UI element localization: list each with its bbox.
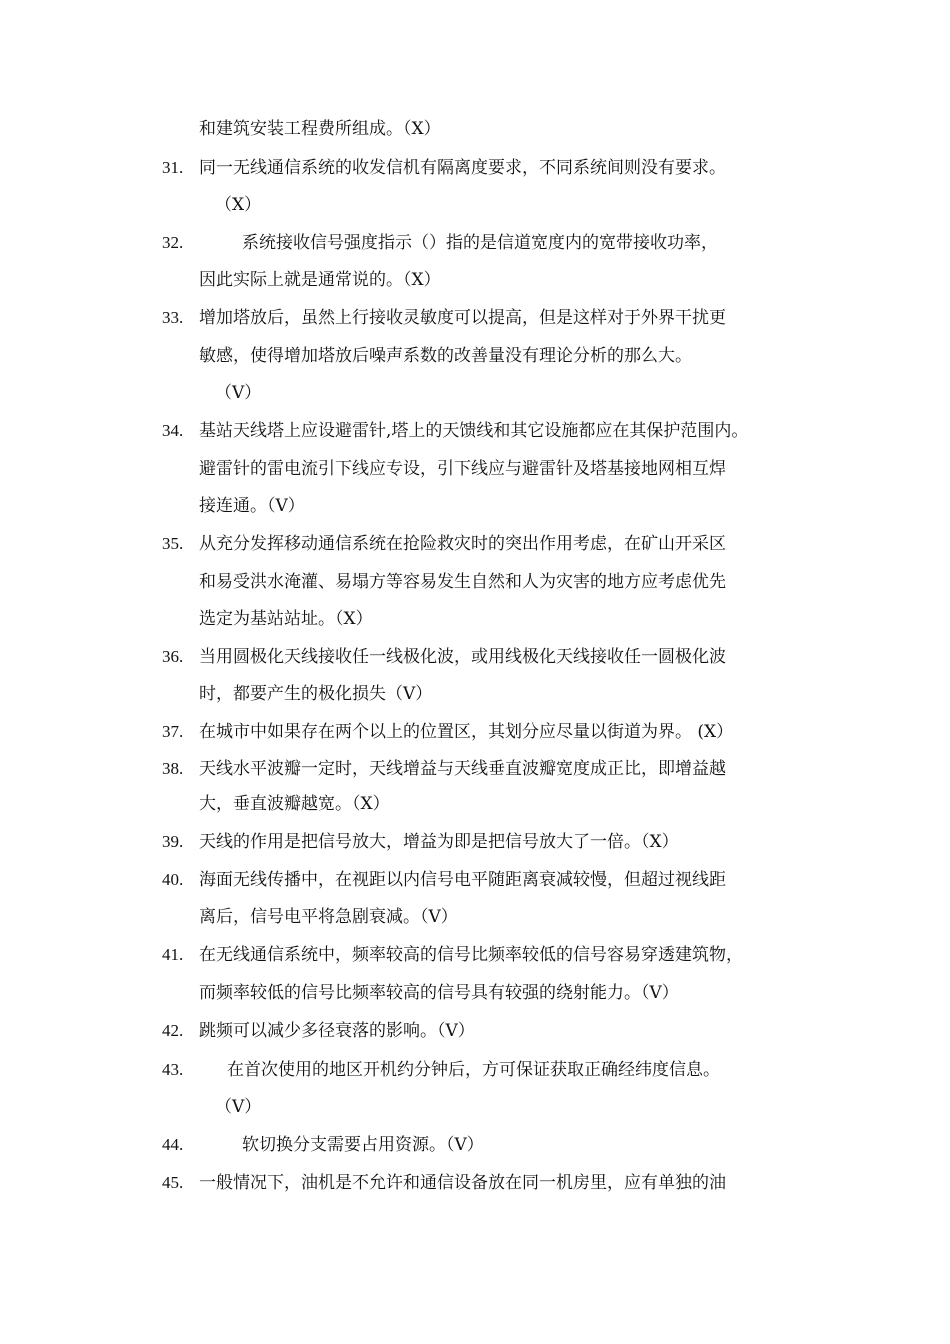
item-44-line-1: 软切换分支需要占用资源。（V）	[242, 1135, 484, 1155]
item-number-45: 45.	[162, 1173, 184, 1192]
item-36-line-2: 时，都要产生的极化损失（V）	[199, 684, 433, 704]
item-33-line-3: （V）	[215, 383, 262, 403]
item-number-39: 39.	[162, 832, 184, 851]
item-34-line-3: 接连通。（V）	[199, 496, 305, 516]
item-30-line-1: 和建筑安装工程费所组成。（X）	[199, 119, 441, 139]
item-number-32: 32.	[162, 233, 184, 252]
item-40-line-2: 离后，信号电平将急剧衰减。（V）	[199, 907, 458, 927]
item-number-44: 44.	[162, 1135, 184, 1154]
item-number-34: 34.	[162, 421, 184, 440]
item-number-35: 35.	[162, 534, 184, 553]
item-34-line-2: 避雷针的雷电流引下线应专设，引下线应与避雷针及塔基接地网相互焊	[199, 459, 726, 479]
item-number-36: 36.	[162, 647, 184, 666]
item-number-40: 40.	[162, 870, 184, 889]
item-number-43: 43.	[162, 1060, 184, 1079]
item-number-41: 41.	[162, 945, 184, 964]
item-45-line-1: 一般情况下，油机是不允许和通信设备放在同一机房里，应有单独的油	[199, 1173, 726, 1193]
item-35-line-1: 从充分发挥移动通信系统在抢险救灾时的突出作用考虑，在矿山开采区	[199, 534, 726, 554]
item-38-line-1: 天线水平波瓣一定时，天线增益与天线垂直波瓣宽度成正比，即增益越	[199, 759, 726, 779]
item-31-line-2: （X）	[215, 195, 262, 215]
item-number-33: 33.	[162, 308, 184, 327]
item-number-31: 31.	[162, 158, 184, 177]
item-number-42: 42.	[162, 1021, 184, 1040]
item-41-line-1: 在无线通信系统中，频率较高的信号比频率较低的信号容易穿透建筑物，	[199, 945, 743, 965]
item-39-line-1: 天线的作用是把信号放大，增益为即是把信号放大了一倍。（X）	[199, 832, 679, 852]
item-37-line-1: 在城市中如果存在两个以上的位置区，其划分应尽量以街道为界。 (X）	[199, 722, 734, 742]
item-41-line-2: 而频率较低的信号比频率较高的信号具有较强的绕射能力。（V）	[199, 983, 679, 1003]
item-32-line-1: 系统接收信号强度指示（）指的是信道宽度内的宽带接收功率，	[242, 233, 718, 253]
item-32-line-2: 因此实际上就是通常说的。（X）	[199, 270, 441, 290]
item-35-line-2: 和易受洪水淹灌、易塌方等容易发生自然和人为灾害的地方应考虑优先	[199, 572, 726, 592]
item-35-line-3: 选定为基站站址。（X）	[199, 609, 373, 629]
item-42-line-1: 跳频可以减少多径衰落的影响。（V）	[199, 1021, 475, 1041]
item-43-line-1: 在首次使用的地区开机约分钟后，方可保证获取正确经纬度信息。	[227, 1060, 720, 1080]
item-38-line-2: 大，垂直波瓣越宽。（X）	[199, 794, 390, 814]
item-33-line-1: 增加塔放后，虽然上行接收灵敏度可以提高，但是这样对于外界干扰更	[199, 308, 726, 328]
item-number-37: 37.	[162, 722, 184, 741]
item-number-38: 38.	[162, 759, 184, 778]
item-40-line-1: 海面无线传播中，在视距以内信号电平随距离衰减较慢，但超过视线距	[199, 870, 726, 890]
item-31-line-1: 同一无线通信系统的收发信机有隔离度要求，不同系统间则没有要求。	[199, 158, 726, 178]
item-33-line-2: 敏感，使得增加塔放后噪声系数的改善量没有理论分析的那么大。	[199, 346, 692, 366]
item-43-line-2: （V）	[215, 1097, 262, 1117]
item-36-line-1: 当用圆极化天线接收任一线极化波，或用线极化天线接收任一圆极化波	[199, 647, 726, 667]
item-34-line-1: 基站天线塔上应设避雷针,塔上的天馈线和其它设施都应在其保护范围内。	[199, 421, 749, 441]
